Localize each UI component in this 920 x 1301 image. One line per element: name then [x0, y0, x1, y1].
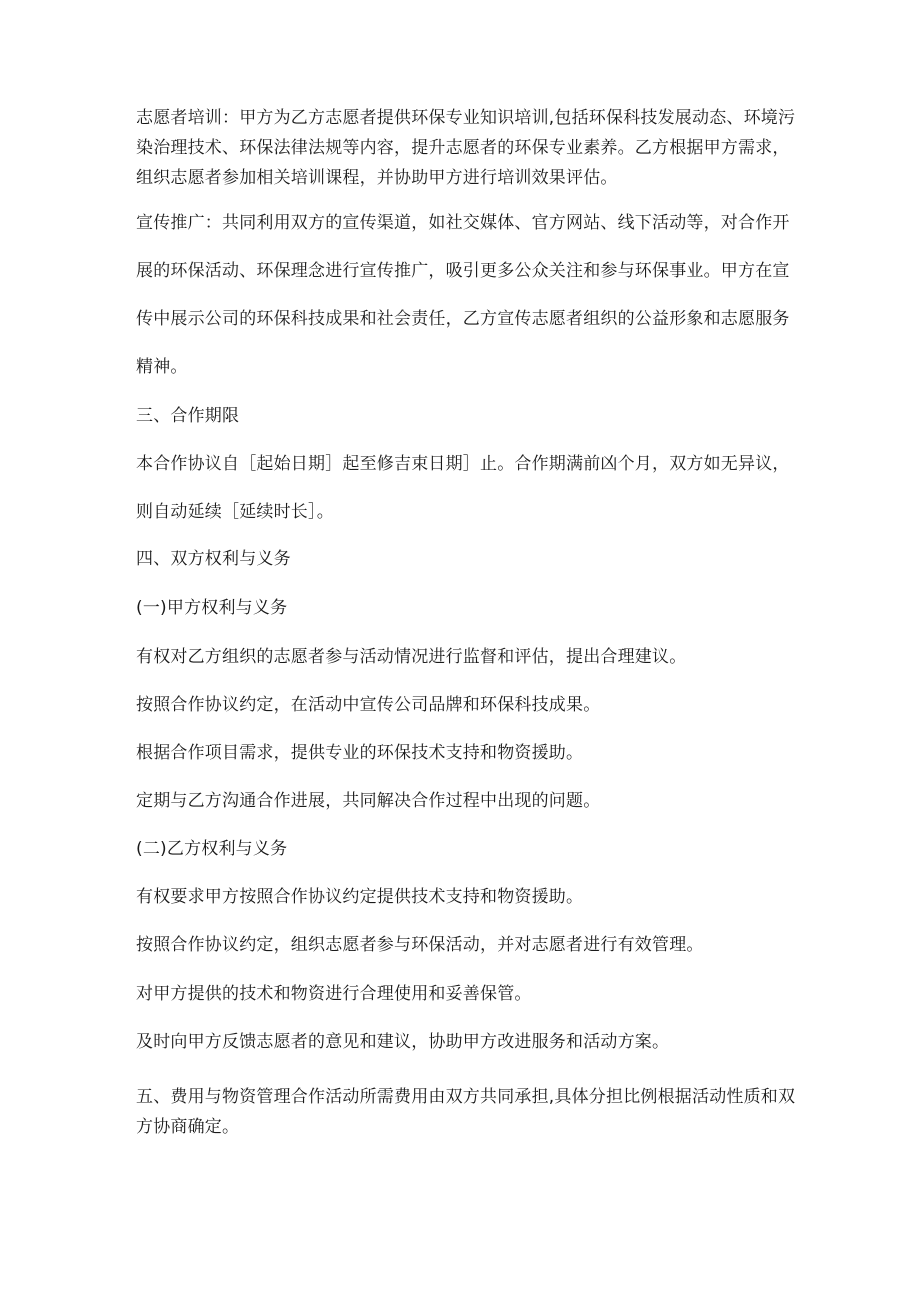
- text-line: 志愿者培训：甲方为乙方志愿者提供环保专业知识培训,包括环保科技发展动态、环境污: [136, 108, 796, 128]
- party-a-item-2: 按照合作协议约定，在活动中宣传公司品牌和环保科技成果。: [136, 695, 601, 715]
- text-line: 本合作协议自［起始日期］起至修吉束日期］止。合作期满前凶个月，双方如无异议，: [136, 454, 790, 474]
- party-a-item-3: 根据合作项目需求，提供专业的环保技术支持和物资援助。: [136, 743, 584, 763]
- text-line: 染治理技术、环保法律法规等内容，提升志愿者的环保专业素养。乙方根据甲方需求，: [136, 138, 790, 158]
- party-a-item-1: 有权对乙方组织的志愿者参与活动情况进行监督和评估，提出合理建议。: [136, 647, 687, 667]
- paragraph-volunteer-training: [136, 103, 796, 193]
- party-b-item-2: 按照合作协议约定，组织志愿者参与环保活动，并对志愿者进行有效管理。: [136, 935, 704, 955]
- party-b-item-3: 对甲方提供的技术和物资进行合理使用和妥善保管。: [136, 984, 532, 1004]
- heading-party-a: (一)甲方权利与义务: [136, 598, 288, 618]
- heading-party-b: (二)乙方权利与义务: [136, 839, 288, 859]
- party-b-item-4: 及时向甲方反馈志愿者的意见和建议，协助甲方改进服务和活动方案。: [136, 1032, 670, 1052]
- text-line: 宣传推广：共同利用双方的宣传渠道，如社交媒体、官方网站、线下活动等，对合作开: [136, 213, 790, 233]
- paragraph-costs: [136, 1082, 796, 1142]
- text-line: 展的环保活动、环保理念进行宣传推广，吸引更多公众关注和参与环保事业。甲方在宣: [136, 261, 790, 281]
- text-line: 精神。: [136, 357, 188, 377]
- text-line: 则自动延续［延续时长］。: [136, 502, 334, 522]
- text-line: 方协商确定。: [136, 1117, 240, 1137]
- party-b-item-1: 有权要求甲方按照合作协议约定提供技术支持和物资援助。: [136, 887, 584, 907]
- heading-rights-obligations: 四、双方权利与义务: [136, 549, 291, 569]
- paragraph-term-body: [136, 440, 796, 536]
- text-line: 传中展示公司的环保科技成果和社会责任，乙方宣传志愿者组织的公益形象和志愿服务: [136, 309, 790, 329]
- text-line: 组织志愿者参加相关培训课程，并协助甲方进行培训效果评估。: [136, 168, 618, 188]
- party-a-item-4: 定期与乙方沟通合作进展，共同解决合作过程中出现的问题。: [136, 791, 601, 811]
- paragraph-promotion: [136, 199, 796, 391]
- heading-cooperation-term: 三、合作期限: [136, 406, 240, 426]
- text-line: 五、费用与物资管理合作活动所需费用由双方共同承担,具体分担比例根据活动性质和双: [136, 1087, 796, 1107]
